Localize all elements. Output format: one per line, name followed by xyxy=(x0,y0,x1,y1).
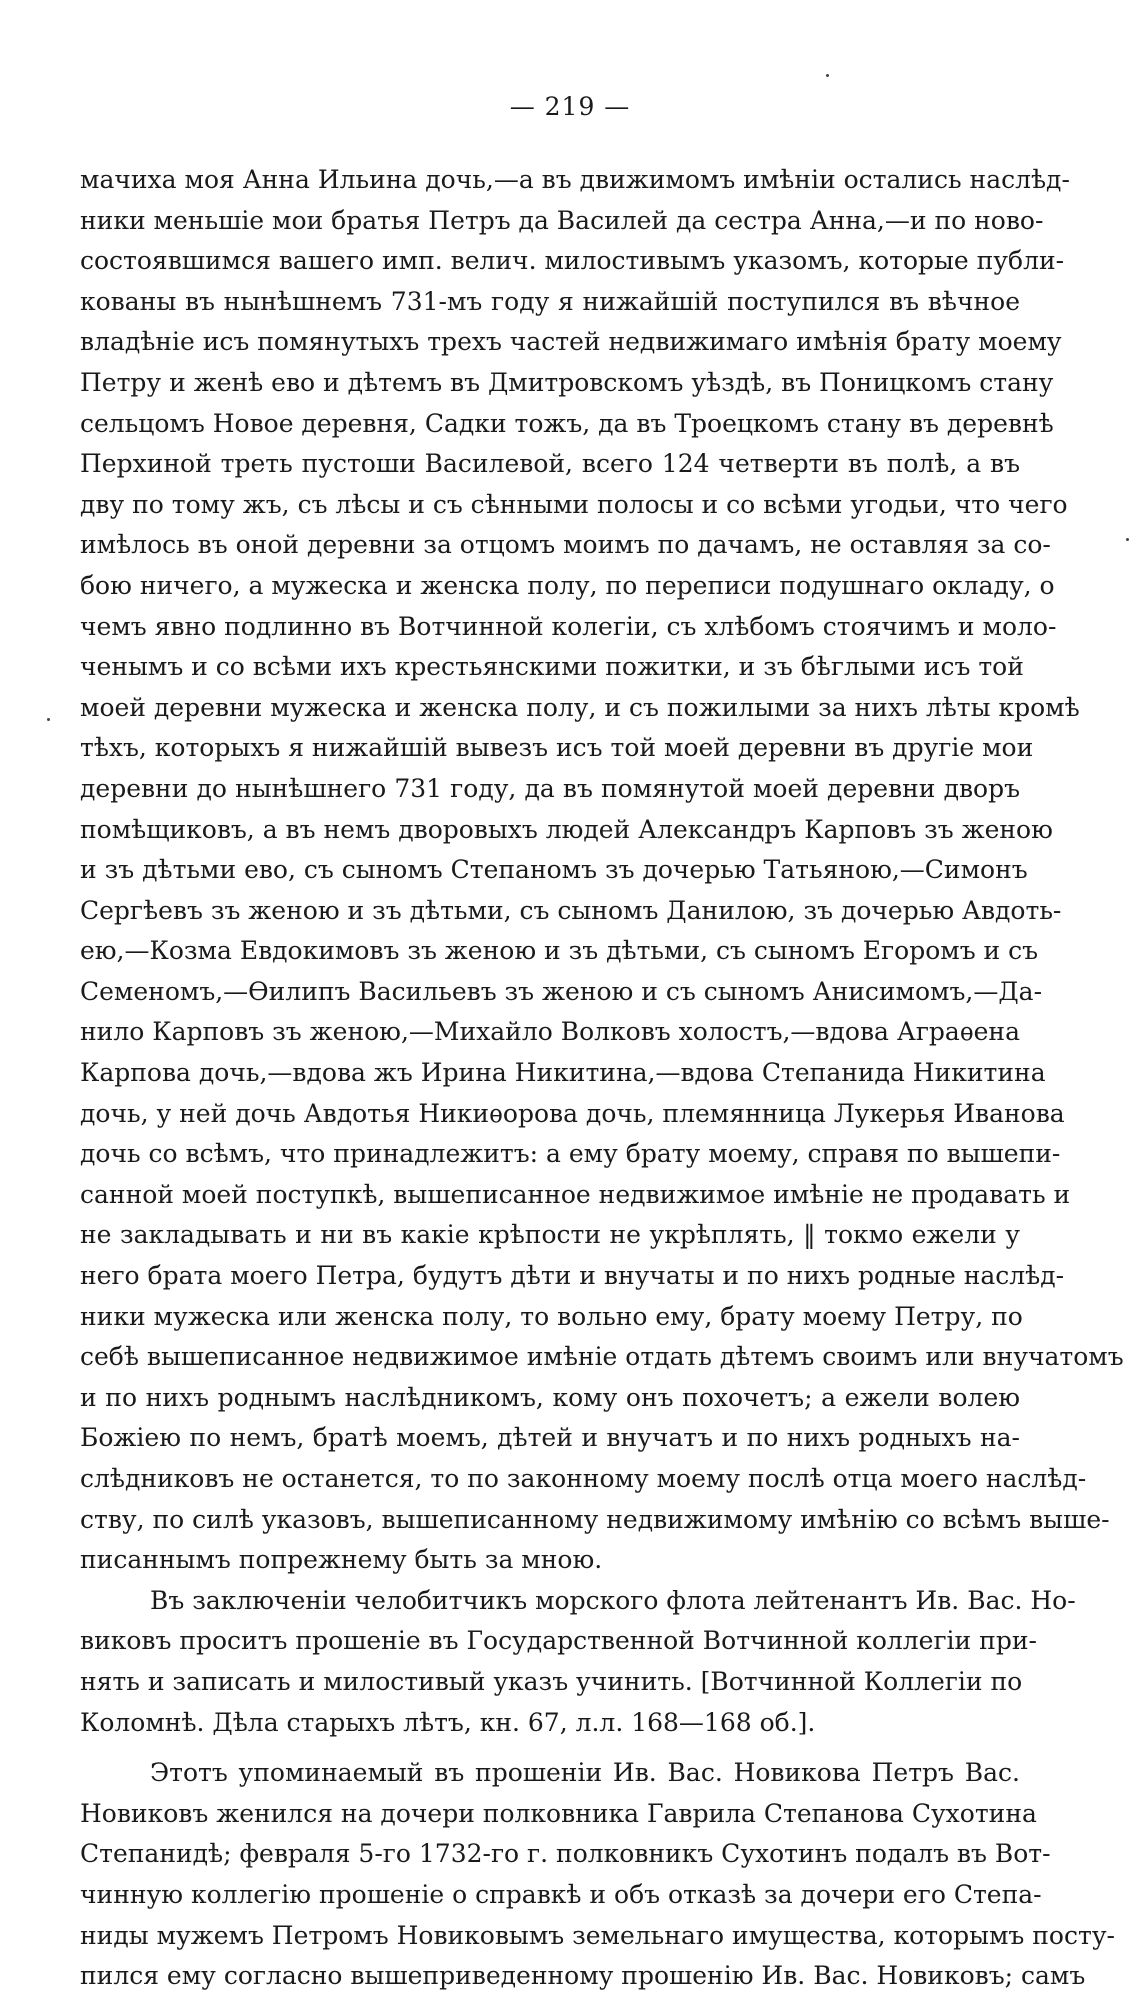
paragraph-line: Этотъ упоминаемый въ прошеніи Ив. Вас. Новикова Петръ Вас. xyxy=(150,1758,1020,1788)
paragraph-line: Коломнѣ. Дѣла старыхъ лѣтъ, кн. 67, л.л. 168—168 об.]. xyxy=(80,1707,816,1737)
text-line: и зъ дѣтьми ево, съ сыномъ Степаномъ зъ дочерью Татьяною,—Симонъ xyxy=(80,855,1028,885)
text-line: состоявшимся вашего имп. велич. милостивымъ указомъ, которые публи- xyxy=(80,246,1065,276)
paragraph-line: Новиковъ женился на дочери полковника Гаврила Степанова Сухотина xyxy=(80,1798,1037,1828)
text-line: тѣхъ, которыхъ я нижайшій вывезъ исъ той моей деревни въ другіе мои xyxy=(80,733,1034,763)
text-line: писаннымъ попрежнему быть за мною. xyxy=(80,1545,603,1575)
paragraph-line: виковъ проситъ прошеніе въ Государственной Вотчинной коллегіи при- xyxy=(80,1626,1037,1656)
paragraph-line: пился ему согласно вышеприведенному прошенію Ив. Вас. Новиковъ; самъ xyxy=(80,1961,1086,1991)
text-line: ству, по силѣ указовъ, вышеписанному недвижимому имѣнію со всѣмъ выше- xyxy=(80,1504,1110,1534)
text-line: бою ничего, а мужеска и женска полу, по переписи подушнаго окладу, о xyxy=(80,570,1055,600)
scan-speck xyxy=(1126,538,1129,541)
text-line: Петру и женѣ ево и дѣтемъ въ Дмитровскомъ уѣздѣ, въ Поницкомъ стану xyxy=(80,367,1054,397)
text-line: не закладывать и ни въ какіе крѣпости не укрѣплять, ‖ токмо ежели у xyxy=(80,1220,1020,1250)
text-line: дву по тому жъ, съ лѣсы и съ сѣнными полосы и со всѣми угодьи, что чего xyxy=(80,489,1068,519)
scan-speck xyxy=(826,74,829,77)
text-line: Сергѣевъ зъ женою и зъ дѣтьми, съ сыномъ Данилою, зъ дочерью Авдоть- xyxy=(80,895,1062,925)
text-line: санной моей поступкѣ, вышеписанное недвижимое имѣніе не продавать и xyxy=(80,1179,1071,1209)
text-line: ники мужеска или женска полу, то вольно ему, брату моему Петру, по xyxy=(80,1301,1023,1331)
text-line: дочь со всѣмъ, что принадлежитъ: а ему брату моему, справя по вышепи- xyxy=(80,1139,1061,1169)
text-line: себѣ вышеписанное недвижимое имѣніе отдать дѣтемъ своимъ или внучатомъ xyxy=(80,1342,1124,1372)
body-text xyxy=(80,160,1124,1997)
text-line: деревни до нынѣшнего 731 году, да въ помянутой моей деревни дворъ xyxy=(80,773,1020,803)
text-line: слѣдниковъ не останется, то по законному моему послѣ отца моего наслѣд- xyxy=(80,1464,1087,1493)
text-line: ею,—Козма Евдокимовъ зъ женою и зъ дѣтьми, съ сыномъ Егоромъ и съ xyxy=(80,936,1039,966)
text-line: Карпова дочь,—вдова жъ Ирина Никитина,—вдова Степанида Никитина xyxy=(80,1058,1046,1088)
page-number: — 219 — xyxy=(509,92,631,121)
paragraph-line: чинную коллегію прошеніе о справкѣ и объ отказѣ за дочери его Степа- xyxy=(80,1879,1042,1909)
paragraph-line: нять и записать и милостивый указъ учинить. [Вотчинной Коллегіи по xyxy=(80,1666,1023,1696)
paragraph-line: Степанидѣ; февраля 5-го 1732-го г. полковникъ Сухотинъ подалъ въ Вот- xyxy=(80,1839,1051,1869)
scan-speck xyxy=(47,718,50,721)
text-line: Божіею по немъ, братѣ моемъ, дѣтей и внучатъ и по нихъ родныхъ на- xyxy=(80,1423,1020,1453)
text-line: нило Карповъ зъ женою,—Михайло Волковъ холостъ,—вдова Аграѳена xyxy=(80,1017,1020,1047)
text-line: мачиха моя Анна Ильина дочь,—а въ движимомъ имѣніи остались наслѣд- xyxy=(80,165,1070,194)
text-line: чемъ явно подлинно въ Вотчинной колегіи, съ хлѣбомъ стоячимъ и моло- xyxy=(80,611,1057,641)
text-line: моей деревни мужеска и женска полу, и съ пожилыми за нихъ лѣты кромѣ xyxy=(80,692,1080,722)
paragraph-line: Въ заключеніи челобитчикъ морского флота лейтенантъ Ив. Вас. Но- xyxy=(150,1585,1076,1615)
text-line: и по нихъ роднымъ наслѣдникомъ, кому онъ похочетъ; а ежели волею xyxy=(80,1382,1020,1412)
paragraph-line: ниды мужемъ Петромъ Новиковымъ земельнаго имущества, которымъ посту- xyxy=(80,1920,1115,1950)
text-line: кованы въ нынѣшнемъ 731-мъ году я нижайшій поступился въ вѣчное xyxy=(80,286,1020,316)
text-line: ченымъ и со всѣми ихъ крестьянскими пожитки, и зъ бѣглыми исъ той xyxy=(80,652,1024,682)
text-line: сельцомъ Новое деревня, Садки тожъ, да въ Троецкомъ стану въ деревнѣ xyxy=(80,408,1054,438)
text-line: дочь, у ней дочь Авдотья Никиѳорова дочь, племянница Лукерья Иванова xyxy=(80,1098,1065,1128)
text-line: ники меньшіе мои братья Петръ да Василей да сестра Анна,—и по ново- xyxy=(80,205,1044,235)
paragraph-gap xyxy=(80,1743,1020,1753)
text-line: помѣщиковъ, а въ немъ дворовыхъ людей Александръ Карповъ зъ женою xyxy=(80,814,1053,844)
text-line: имѣлось въ оной деревни за отцомъ моимъ по дачамъ, не оставляя за со- xyxy=(80,530,1051,560)
text-line: него брата моего Петра, будутъ дѣти и внучаты и по нихъ родные наслѣд- xyxy=(80,1261,1065,1291)
text-line: Перхиной треть пустоши Василевой, всего 124 четверти въ полѣ, а въ xyxy=(80,449,1020,479)
text-line: владѣніе исъ помянутыхъ трехъ частей недвижимаго имѣнія брату моему xyxy=(80,327,1062,357)
text-line: Семеномъ,—Ѳилипъ Васильевъ зъ женою и съ сыномъ Анисимомъ,—Да- xyxy=(80,976,1043,1006)
